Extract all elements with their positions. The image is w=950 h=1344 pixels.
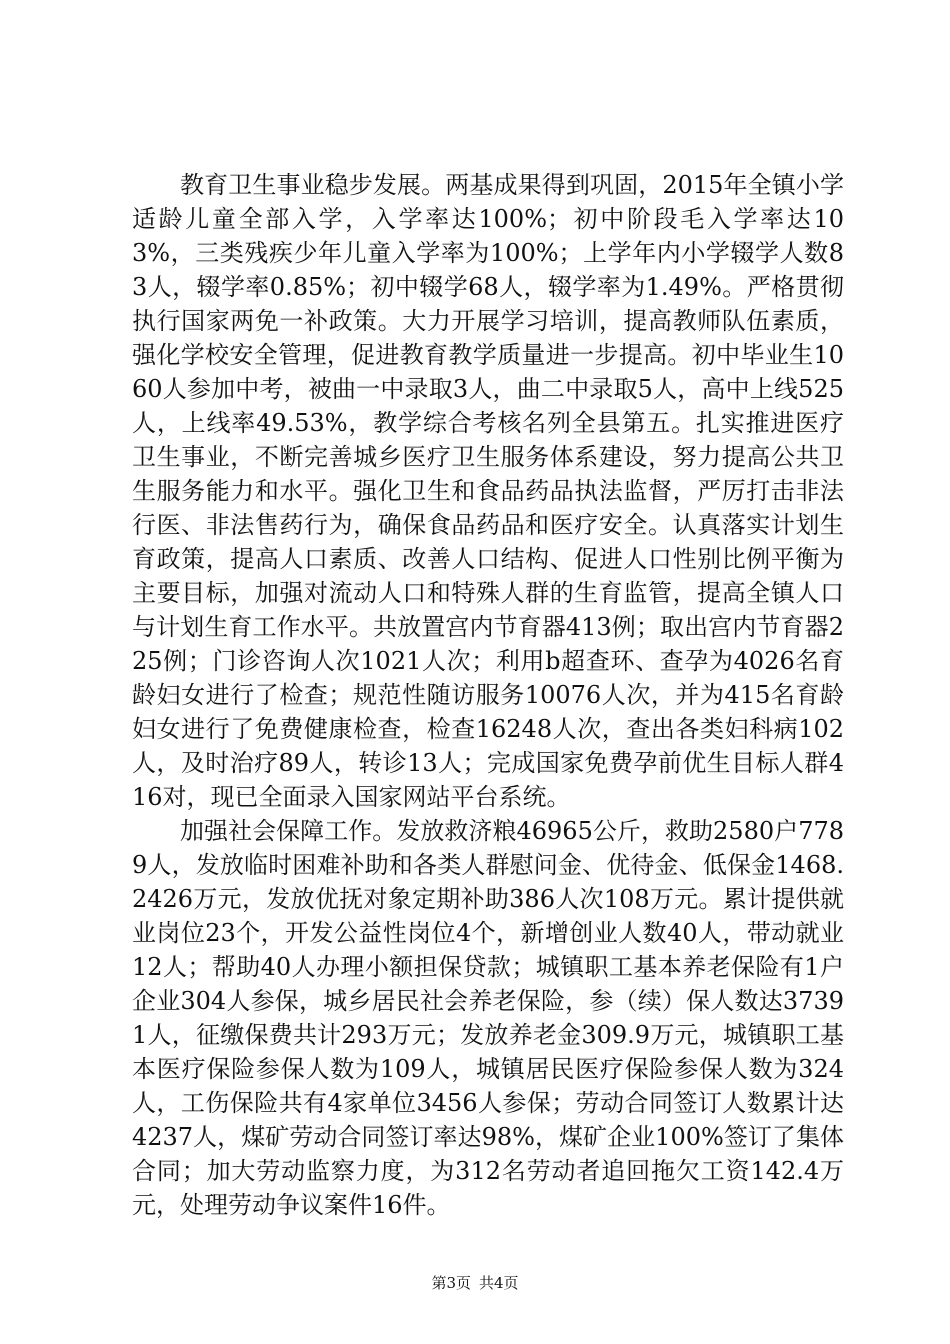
page-number-current: 第3页 xyxy=(431,1274,471,1292)
paragraph-social-security: 加强社会保障工作。发放救济粮46965公斤，救助2580户7789人，发放临时困难补助和各类人群慰问金、优待金、低保金1468.2426万元，发放优抚对象定期补助386人次108万元。累计提供就业岗位23个，开发公益性岗位4个，新增创业人数40人，带动就业12人；帮助40人办理小额担保贷款；城镇职工基本养老保险有1户企业304人参保，城乡居民社会养老保险，参（续）保人数达37391人，征缴保费共计293万元；发放养老金309.9万元，城镇职工基本医疗保险参保人数为109人，城镇居民医疗保险参保人数为324人，工伤保险共有4家单位3456人参保；劳动合同签订人数累计达4237人，煤矿劳动合同签订率达98%，煤矿企业100%签订了集体合同；加大劳动监察力度，为312名劳动者追回拖欠工资142.4万元，处理劳动争议案件16件。 xyxy=(132,817,844,1219)
page-footer xyxy=(0,1273,950,1293)
document-body xyxy=(132,168,844,1222)
paragraph-education-health: 教育卫生事业稳步发展。两基成果得到巩固，2015年全镇小学适龄儿童全部入学，入学率达100%；初中阶段毛入学率达103%，三类残疾少年儿童入学率为100%；上学年内小学辍学人数83人，辍学率0.85%；初中辍学68人，辍学率为1.49%。严格贯彻执行国家两免一补政策。大力开展学习培训，提高教师队伍素质，强化学校安全管理，促进教育教学质量进一步提高。初中毕业生1060人参加中考，被曲一中录取3人，曲二中录取5人，高中上线525人，上线率49.53%，教学综合考核名列全县第五。扎实推进医疗卫生事业，不断完善城乡医疗卫生服务体系建设，努力提高公共卫生服务能力和水平。强化卫生和食品药品执法监督，严厉打击非法行医、非法售药行为，确保食品药品和医疗安全。认真落实计划生育政策，提高人口素质、改善人口结构、促进人口性别比例平衡为主要目标，加强对流动人口和特殊人群的生育监管，提高全镇人口与计划生育工作水平。共放置宫内节育器413例；取出宫内节育器225例；门诊咨询人次1021人次；利用b超查环、查孕为4026名育龄妇女进行了检查；规范性随访服务10076人次，并为415名育龄妇女进行了免费健康检查，检查16248人次，查出各类妇科病102人，及时治疗89人，转诊13人；完成国家免费孕前优生目标人群416对，现已全面录入国家网站平台系统。 xyxy=(132,171,844,811)
page-number-total: 共4页 xyxy=(479,1274,519,1292)
